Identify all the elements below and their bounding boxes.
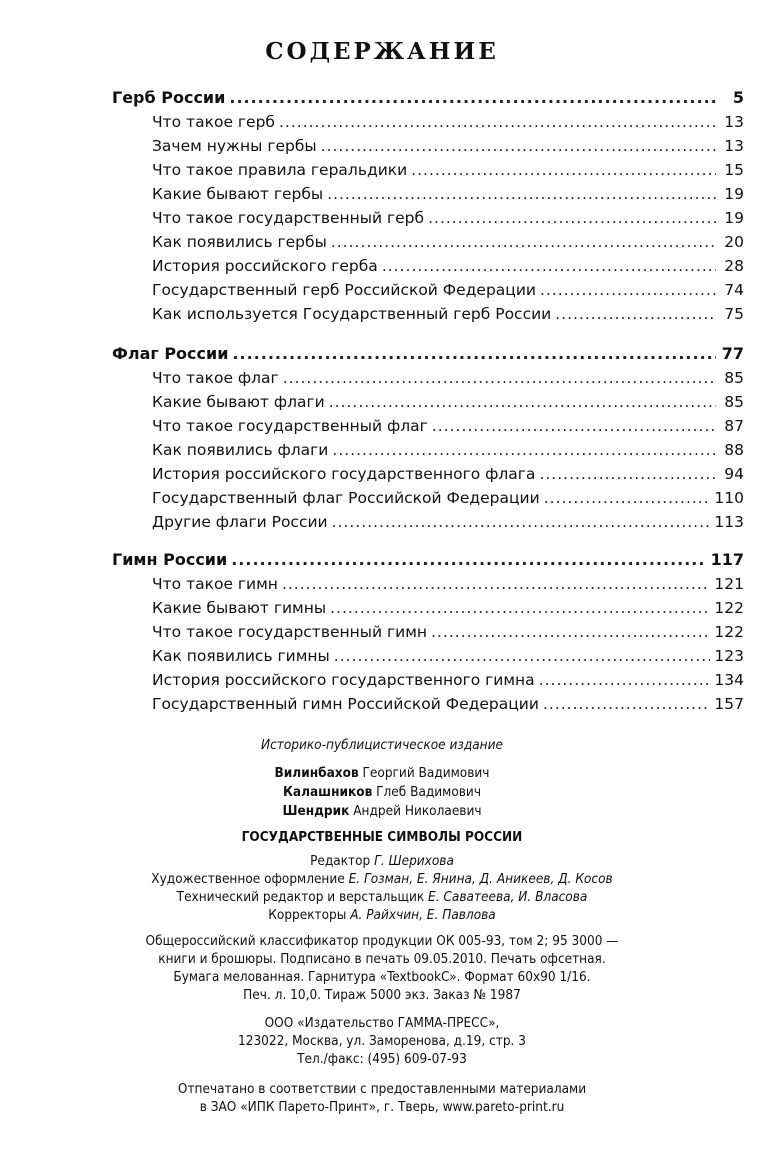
toc-item: Другие флаги России ..... 113 bbox=[152, 510, 744, 534]
toc-item: Что такое флаг ..... 85 bbox=[152, 366, 744, 390]
toc-section-coat-of-arms bbox=[112, 86, 744, 110]
toc-item: Государственный гимн Российской Федерации ..... 157 bbox=[152, 692, 744, 716]
toc-item: История российского герба ..... 28 bbox=[152, 254, 744, 278]
toc-item: Государственный флаг Российской Федерации ..... 110 bbox=[152, 486, 744, 510]
edition-type: Историко-публицистическое издание bbox=[260, 737, 503, 753]
toc-item: Как используется Государственный герб России ..... 75 bbox=[152, 302, 744, 326]
classifier-line: Общероссийский классификатор продукции ОК 005-93, том 2; 95 3000 — bbox=[145, 933, 619, 949]
printed-line: в ЗАО «ИПК Парето-Принт», г. Тверь, www.pareto-print.ru bbox=[199, 1099, 565, 1115]
author-line: Вилинбахов Георгий Вадимович bbox=[274, 765, 490, 781]
toc-item: Как появились флаги ..... 88 bbox=[152, 438, 744, 462]
classifier-line: книги и брошюры. Подписано в печать 09.05.2010. Печать офсетная. bbox=[158, 951, 606, 967]
toc-page-number: 77 bbox=[721, 344, 744, 363]
toc-page-number: 5 bbox=[732, 88, 744, 107]
toc-item: Какие бывают гербы ..... 19 bbox=[152, 182, 744, 206]
book-title: ГОСУДАРСТВЕННЫЕ СИМВОЛЫ РОССИИ bbox=[241, 829, 523, 845]
editor-line: Редактор Г. Шерихова bbox=[310, 853, 454, 869]
toc-item: Как появились гимны ..... 123 bbox=[152, 644, 744, 668]
author-line: Калашников Глеб Вадимович bbox=[282, 784, 482, 800]
proofreaders-line: Корректоры А. Райхчин, Е. Павлова bbox=[268, 907, 496, 923]
toc-section-flag bbox=[112, 342, 744, 366]
toc-item: Какие бывают гимны ..... 122 bbox=[152, 596, 744, 620]
toc-section-label: Гимн России bbox=[112, 550, 228, 569]
toc-section-label: Флаг России bbox=[112, 344, 229, 363]
toc-item: Зачем нужны гербы ..... 13 bbox=[152, 134, 744, 158]
toc-item: Государственный герб Российской Федерации ..... 74 bbox=[152, 278, 744, 302]
toc-item: Что такое государственный герб ..... 19 bbox=[152, 206, 744, 230]
tech-editor-line: Технический редактор и верстальщик Е. Саватеева, И. Власова bbox=[176, 889, 588, 905]
author-line: Шендрик Андрей Николаевич bbox=[282, 803, 482, 819]
toc-section-label: Герб России bbox=[112, 88, 226, 107]
toc-page-number: 117 bbox=[710, 550, 744, 569]
toc-item: Как появились гербы ..... 20 bbox=[152, 230, 744, 254]
toc-item: Что такое герб ..... 13 bbox=[152, 110, 744, 134]
classifier-line: Бумага мелованная. Гарнитура «TextbookC». Формат 60х90 1/16. bbox=[173, 969, 591, 985]
toc-item: Что такое государственный гимн ..... 122 bbox=[152, 620, 744, 644]
toc-section-anthem bbox=[112, 548, 744, 572]
toc-item: Что такое правила геральдики ..... 15 bbox=[152, 158, 744, 182]
publisher-line: ООО «Издательство ГАММА-ПРЕСС», bbox=[264, 1015, 500, 1031]
toc-item: Какие бывают флаги ..... 85 bbox=[152, 390, 744, 414]
toc-item: Что такое государственный флаг ..... 87 bbox=[152, 414, 744, 438]
toc-item: История российского государственного гимна ..... 134 bbox=[152, 668, 744, 692]
publisher-line: 123022, Москва, ул. Заморенова, д.19, стр. 3 bbox=[238, 1033, 526, 1049]
toc-item: История российского государственного флага ..... 94 bbox=[152, 462, 744, 486]
publisher-line: Тел./факс: (495) 609-07-93 bbox=[297, 1051, 467, 1067]
art-line: Художественное оформление Е. Гозман, Е. Янина, Д. Аникеев, Д. Косов bbox=[151, 871, 613, 887]
printed-line: Отпечатано в соответствии с предоставленными материалами bbox=[177, 1081, 587, 1097]
page-title: СОДЕРЖАНИЕ bbox=[265, 38, 499, 65]
classifier-line: Печ. л. 10,0. Тираж 5000 экз. Заказ № 1987 bbox=[243, 987, 521, 1003]
toc-item: Что такое гимн ..... 121 bbox=[152, 572, 744, 596]
